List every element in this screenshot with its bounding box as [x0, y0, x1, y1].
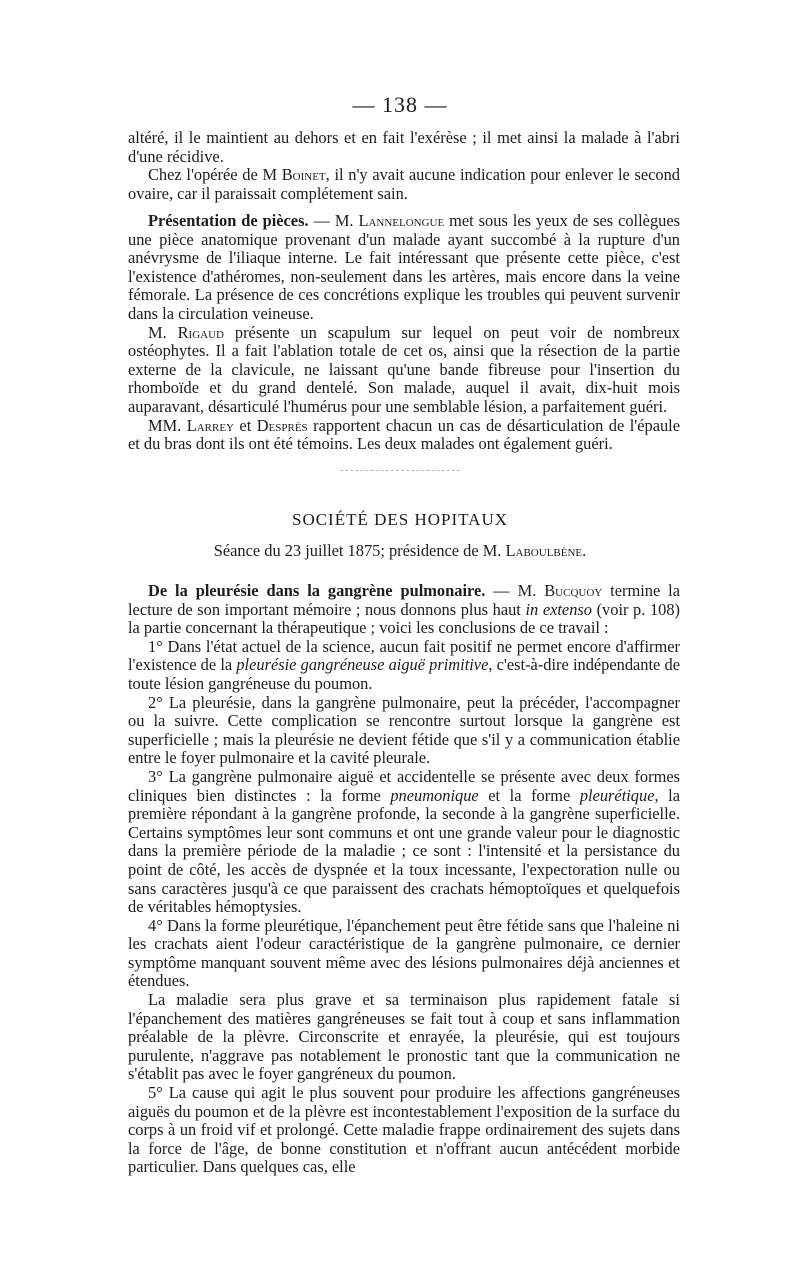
text-run: — M.: [308, 211, 359, 230]
text-run: M.: [148, 322, 178, 342]
paragraph: [128, 694, 680, 768]
text-run: rapportent chacun un cas de désarticulation de l'épaule et du bras dont ils ont été témoins. Les deux malades ont également guéri.: [128, 415, 680, 454]
paragraph: [128, 166, 680, 203]
person-name: Rigaud: [177, 322, 224, 342]
page-number: — 138 —: [352, 92, 448, 117]
paragraph: [128, 212, 680, 324]
paragraph: [128, 917, 680, 991]
section-divider: [340, 470, 460, 471]
text-run: et: [233, 415, 257, 435]
paragraph: altéré, il le maintient au dehors et en fait l'exérèse ; il met ainsi la malade à l'abri d'une récidive.: [128, 128, 680, 166]
section-heading: SOCIÉTÉ DES HOPITAUX: [291, 510, 509, 529]
text-run: — M.: [485, 581, 545, 600]
paragraph: [128, 991, 680, 1084]
seance-line: [0, 541, 800, 561]
text-run: , c'est-à-dire indépendante de toute lésion gangréneuse du poumon.: [128, 655, 680, 693]
text-run: (voir p. 108) la partie concernant la thérapeutique ; voici les conclusions de ce travail :: [128, 599, 680, 638]
text-block-presentation: [128, 212, 680, 454]
text-run: 3° La gangrène pulmonaire aiguë et accidentelle se présente avec deux formes cliniques bien distinctes : la forme: [128, 766, 680, 805]
text-run: , la première répondant à la gangrène profonde, la seconde à la gangrène superficielle. Certains symptômes leur sont communs et ont une grande valeur pour le diagnostic dans la première période de la maladie ; ce sont : l'intensité et la persistance du point de côté, les accès de dyspnée et la toux incessante, l'expectoration nulle ou sans caractères jusqu'à ce que paraissent des crachats hémoptoïques et quelquefois de véritables hémoptysies.: [128, 785, 680, 917]
president-name: Laboulbène: [505, 541, 583, 560]
italic-text: pleurétique: [579, 785, 655, 805]
bold-title: Présentation de pièces.: [148, 211, 309, 230]
text-run: Chez l'opérée de M: [148, 165, 282, 185]
person-name: Larrey: [186, 415, 234, 435]
paragraph: [128, 638, 680, 694]
italic-text: in extenso: [525, 599, 592, 619]
text-run: et la forme: [478, 785, 580, 805]
text-run: La maladie sera plus grave et sa terminaison plus rapidement fatale si l'épanchement des matières gangréneuses se fait tout à coup et sans inflammation préalable de la plèvre. Circonscrite et enrayée, la pleurésie, qui est toujours purulente, n'aggrave pas notablement le pronostic tant que la communication ne s'établit pas avec le foyer gangréneux du poumon.: [128, 990, 680, 1084]
text-run: termine la lecture de son important mémoire ; nous donnons plus haut: [128, 581, 680, 619]
text-run: 5° La cause qui agit le plus souvent pour produire les affections gangréneuses aiguës du poumon et de la plèvre est incontestablement l'exposition de la surface du corps à un froid vif et prolongé. Cette maladie frappe ordinairement des sujets dans la force de l'âge, de bonne constitution et n'offrant aucun antécédent morbide particulier. Dans quelques cas, elle: [128, 1083, 680, 1177]
text-run: 1° Dans l'état actuel de la science, aucun fait positif ne permet encore d'affirmer l'existence de la: [128, 636, 680, 675]
bold-title: De la pleurésie dans la gangrène pulmonaire.: [148, 581, 486, 600]
text-run: 2° La pleurésie, dans la gangrène pulmonaire, peut la précéder, l'accompagner ou la suivre. Cette complication se rencontre surtout lorsque la gangrène est superficielle ; mais la pleurésie ne devient fétide que s'il y a communication établie entre le foyer pulmonaire et la cavité pleurale.: [128, 692, 680, 768]
text-run: , il n'y avait aucune indication pour enlever le second ovaire, car il paraissait complétement sain.: [128, 165, 680, 203]
person-name: Lannelongue: [358, 211, 445, 230]
person-name: Bucquoy: [544, 581, 603, 600]
paragraph: [128, 417, 680, 454]
italic-text: pneumonique: [390, 785, 479, 805]
text-run: 4° Dans la forme pleurétique, l'épanchement peut être fétide sans que l'haleine ni les crachats aient l'odeur caractéristique de la gangrène pulmonaire, ce dernier symptôme manquant souvent même avec des lésions pulmonaires déjà anciennes et étendues.: [128, 915, 680, 991]
text-run: MM.: [148, 415, 187, 435]
italic-text: pleurésie gangréneuse aiguë primitive: [236, 655, 489, 675]
person-name: Boinet: [281, 165, 326, 185]
text-block-ovaire: [128, 129, 680, 203]
paragraph: [128, 768, 680, 917]
seance-text: Séance du 23 juillet 1875; présidence de M.: [213, 541, 506, 560]
text-run: présente un scapulum sur lequel on peut voir de nombreux ostéophytes. Il a fait l'ablation totale de cet os, ainsi que la résection de la partie externe de la clavicule, ne laissant qu'une bande fibreuse pour l'insertion du rhomboïde et du grand dentelé. Son malade, auquel il avait, dix-huit mois auparavant, désarticulé l'humérus pour une semblable lésion, a parfaitement guéri.: [128, 322, 680, 416]
person-name: Després: [256, 415, 308, 435]
paragraph: [128, 1084, 680, 1177]
text-run: met sous les yeux de ses collègues une pièce anatomique provenant d'un malade ayant succombé à la rupture d'un anévrysme de l'iliaque interne. Le fait intéressant que présente cette pièce, c'est l'existence d'athéromes, non-seulement dans les artères, mais encore dans la veine fémorale. La présence de ces concrétions explique les troubles qui peuvent survenir dans la circulation veineuse.: [128, 211, 680, 323]
paragraph: [128, 582, 680, 638]
seance-end: .: [582, 541, 587, 560]
text-block-pleuresie: [128, 582, 680, 1177]
paragraph: [128, 324, 680, 417]
